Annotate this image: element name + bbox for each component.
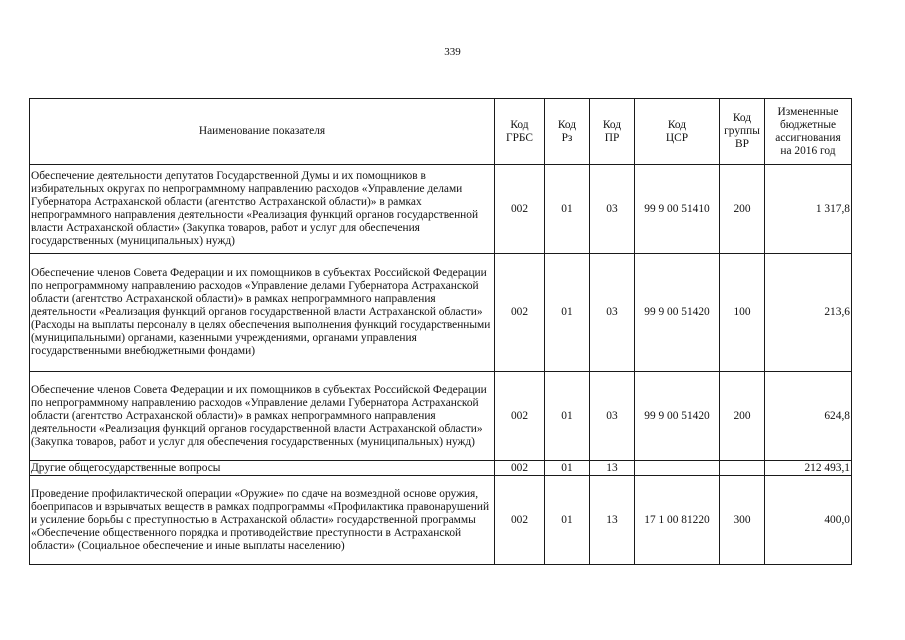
row-rz: 01 bbox=[545, 254, 590, 372]
table-row bbox=[30, 165, 852, 254]
row-csr: 17 1 00 81220 bbox=[635, 476, 720, 565]
page-number: 339 bbox=[444, 46, 461, 58]
row-grbs: 002 bbox=[495, 165, 545, 254]
row-rz: 01 bbox=[545, 165, 590, 254]
row-csr: 99 9 00 51420 bbox=[635, 254, 720, 372]
row-pr: 03 bbox=[590, 165, 635, 254]
header-name: Наименование показателя bbox=[30, 99, 495, 165]
row-csr: 99 9 00 51420 bbox=[635, 372, 720, 461]
header-rz-code: Код Рз bbox=[545, 99, 590, 165]
row-vr: 300 bbox=[720, 476, 765, 565]
row-pr: 13 bbox=[590, 476, 635, 565]
row-name: Проведение профилактической операции «Оружие» по сдаче на возмездной основе оружия, боеприпасов и взрывчатых веществ в рамках подпрограммы «Профилактика правонарушений и усиление борьбы с преступностью в Астраханской области» государственной программы «Обеспечение общественного порядка и противодействие преступности в Астраханской области» (Социальное обеспечение и иные выплаты населению) bbox=[30, 476, 495, 565]
header-vr-group-code: Код группы ВР bbox=[720, 99, 765, 165]
row-amount: 213,6 bbox=[765, 254, 852, 372]
row-amount: 400,0 bbox=[765, 476, 852, 565]
table-header-row bbox=[30, 99, 852, 165]
row-pr: 13 bbox=[590, 461, 635, 476]
row-csr bbox=[635, 461, 720, 476]
row-grbs: 002 bbox=[495, 461, 545, 476]
row-name: Другие общегосударственные вопросы bbox=[30, 461, 495, 476]
row-rz: 01 bbox=[545, 461, 590, 476]
row-grbs: 002 bbox=[495, 476, 545, 565]
row-vr bbox=[720, 461, 765, 476]
row-pr: 03 bbox=[590, 372, 635, 461]
row-pr: 03 bbox=[590, 254, 635, 372]
row-vr: 200 bbox=[720, 165, 765, 254]
row-csr: 99 9 00 51410 bbox=[635, 165, 720, 254]
header-pr-code: Код ПР bbox=[590, 99, 635, 165]
row-vr: 200 bbox=[720, 372, 765, 461]
header-grbs-code: Код ГРБС bbox=[495, 99, 545, 165]
row-rz: 01 bbox=[545, 476, 590, 565]
row-amount: 212 493,1 bbox=[765, 461, 852, 476]
table-row bbox=[30, 372, 852, 461]
table-row bbox=[30, 254, 852, 372]
row-amount: 1 317,8 bbox=[765, 165, 852, 254]
budget-allocation-table bbox=[29, 98, 852, 565]
row-vr: 100 bbox=[720, 254, 765, 372]
row-amount: 624,8 bbox=[765, 372, 852, 461]
header-amount: Измененные бюджетные ассигнования на 2016 год bbox=[765, 99, 852, 165]
row-rz: 01 bbox=[545, 372, 590, 461]
row-name: Обеспечение членов Совета Федерации и их помощников в субъектах Российской Федерации по непрограммному направлению расходов «Управление делами Губернатора Астраханской области (агентство Астраханской области)» в рамках непрограммного направления деятельности «Реализация функций органов государственной власти Астраханской области» (Закупка товаров, работ и услуг для обеспечения государственных (муниципальных) нужд) bbox=[30, 372, 495, 461]
table-row bbox=[30, 461, 852, 476]
row-name: Обеспечение членов Совета Федерации и их помощников в субъектах Российской Федерации по непрограммному направлению расходов «Управление делами Губернатора Астраханской области (агентство Астраханской области)» в рамках непрограммного направления деятельности «Реализация функций органов государственной власти Астраханской области» (Расходы на выплаты персоналу в целях обеспечения выполнения функций государственными (муниципальными) органами, казенными учреждениями, органами управления государственными внебюджетными фондами) bbox=[30, 254, 495, 372]
row-grbs: 002 bbox=[495, 254, 545, 372]
table-row bbox=[30, 476, 852, 565]
row-grbs: 002 bbox=[495, 372, 545, 461]
row-name: Обеспечение деятельности депутатов Государственной Думы и их помощников в избирательных округах по непрограммному направлению расходов «Управление делами Губернатора Астраханской области (агентство Астраханской области)» в рамках непрограммного направления деятельности «Реализация функций органов государственной власти Астраханской области» (Закупка товаров, работ и услуг для обеспечения государственных (муниципальных) нужд) bbox=[30, 165, 495, 254]
header-csr-code: Код ЦСР bbox=[635, 99, 720, 165]
